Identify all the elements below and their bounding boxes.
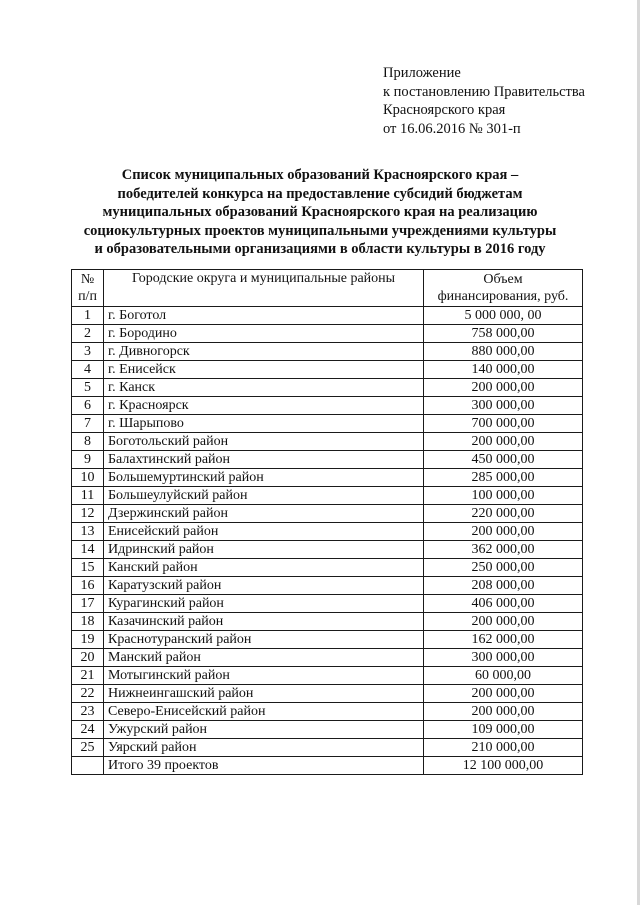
table-row xyxy=(72,523,583,541)
table-row xyxy=(72,721,583,739)
header-num-line2: п/п xyxy=(78,289,97,304)
row-amount-cell: 100 000,00 xyxy=(424,487,583,505)
row-amount-cell: 362 000,00 xyxy=(424,541,583,559)
row-name-cell: г. Енисейск xyxy=(104,361,424,379)
title-line: и образовательными организациями в области культуры в 2016 году xyxy=(94,241,546,257)
table-row xyxy=(72,415,583,433)
row-amount-cell: 60 000,00 xyxy=(424,667,583,685)
row-amount-cell: 200 000,00 xyxy=(424,379,583,397)
total-name-cell: Итого 39 проектов xyxy=(104,757,424,775)
row-num-cell: 13 xyxy=(72,523,104,541)
header-amount-line1: Объем xyxy=(483,272,523,287)
header-amount xyxy=(424,270,583,307)
row-name-cell: Курагинский район xyxy=(104,595,424,613)
title-line: победителей конкурса на предоставление субсидий бюджетам xyxy=(117,185,523,202)
row-amount-cell: 450 000,00 xyxy=(424,451,583,469)
table-row xyxy=(72,667,583,685)
row-num-cell: 10 xyxy=(72,469,104,487)
table-row xyxy=(72,361,583,379)
row-name-cell: Большеулуйский район xyxy=(104,487,424,505)
row-num-cell: 5 xyxy=(72,379,104,397)
table-row xyxy=(72,433,583,451)
row-name-cell: Северо-Енисейский район xyxy=(104,703,424,721)
row-num-cell: 23 xyxy=(72,703,104,721)
row-num-cell: 2 xyxy=(72,325,104,343)
title-line: муниципальных образований Красноярского края на реализацию xyxy=(102,204,538,220)
row-amount-cell: 200 000,00 xyxy=(424,523,583,541)
row-num-cell: 20 xyxy=(72,649,104,667)
appendix-line: Красноярского края xyxy=(383,102,506,118)
table-header-row xyxy=(72,270,583,307)
header-num-line1: № xyxy=(80,272,95,287)
total-num-cell xyxy=(72,757,104,775)
table-row xyxy=(72,541,583,559)
total-amount-cell: 12 100 000,00 xyxy=(424,757,583,775)
row-amount-cell: 700 000,00 xyxy=(424,415,583,433)
table-row xyxy=(72,739,583,757)
table-row xyxy=(72,505,583,523)
row-amount-cell: 300 000,00 xyxy=(424,649,583,667)
row-amount-cell: 200 000,00 xyxy=(424,613,583,631)
header-amount-line2: финансирования, руб. xyxy=(437,289,569,304)
row-amount-cell: 210 000,00 xyxy=(424,739,583,757)
row-name-cell: г. Дивногорск xyxy=(104,343,424,361)
row-name-cell: г. Боготол xyxy=(104,307,424,325)
row-name-cell: Балахтинский район xyxy=(104,451,424,469)
row-amount-cell: 200 000,00 xyxy=(424,703,583,721)
row-name-cell: Дзержинский район xyxy=(104,505,424,523)
row-amount-cell: 200 000,00 xyxy=(424,433,583,451)
row-num-cell: 19 xyxy=(72,631,104,649)
row-name-cell: Уярский район xyxy=(104,739,424,757)
table-row xyxy=(72,685,583,703)
row-num-cell: 8 xyxy=(72,433,104,451)
table-row xyxy=(72,703,583,721)
row-num-cell: 21 xyxy=(72,667,104,685)
row-num-cell: 17 xyxy=(72,595,104,613)
row-num-cell: 24 xyxy=(72,721,104,739)
document-title xyxy=(40,166,600,259)
row-amount-cell: 880 000,00 xyxy=(424,343,583,361)
row-amount-cell: 758 000,00 xyxy=(424,325,583,343)
row-name-cell: Казачинский район xyxy=(104,613,424,631)
row-name-cell: Мотыгинский район xyxy=(104,667,424,685)
row-amount-cell: 5 000 000, 00 xyxy=(424,307,583,325)
row-name-cell: Каратузский район xyxy=(104,577,424,595)
row-num-cell: 6 xyxy=(72,397,104,415)
appendix-block xyxy=(383,64,585,138)
row-name-cell: Манский район xyxy=(104,649,424,667)
table-row xyxy=(72,397,583,415)
header-name: Городские округа и муниципальные районы xyxy=(104,270,424,307)
total-row xyxy=(72,757,583,775)
row-num-cell: 4 xyxy=(72,361,104,379)
row-num-cell: 7 xyxy=(72,415,104,433)
row-name-cell: Боготольский район xyxy=(104,433,424,451)
appendix-line: к постановлению Правительства xyxy=(383,83,585,100)
row-name-cell: Енисейский район xyxy=(104,523,424,541)
row-name-cell: г. Бородино xyxy=(104,325,424,343)
row-num-cell: 3 xyxy=(72,343,104,361)
row-name-cell: Краснотуранский район xyxy=(104,631,424,649)
row-name-cell: г. Красноярск xyxy=(104,397,424,415)
row-num-cell: 22 xyxy=(72,685,104,703)
table-body xyxy=(72,307,583,775)
row-amount-cell: 109 000,00 xyxy=(424,721,583,739)
row-num-cell: 16 xyxy=(72,577,104,595)
row-amount-cell: 200 000,00 xyxy=(424,685,583,703)
appendix-line: от 16.06.2016 № 301-п xyxy=(383,120,521,137)
table-row xyxy=(72,631,583,649)
row-amount-cell: 208 000,00 xyxy=(424,577,583,595)
table-row xyxy=(72,487,583,505)
row-num-cell: 18 xyxy=(72,613,104,631)
row-name-cell: Большемуртинский район xyxy=(104,469,424,487)
row-num-cell: 25 xyxy=(72,739,104,757)
row-name-cell: Идринский район xyxy=(104,541,424,559)
table-row xyxy=(72,613,583,631)
row-name-cell: Нижнеингашский район xyxy=(104,685,424,703)
row-name-cell: Канский район xyxy=(104,559,424,577)
row-amount-cell: 285 000,00 xyxy=(424,469,583,487)
table-row xyxy=(72,451,583,469)
table-row xyxy=(72,343,583,361)
table-row xyxy=(72,559,583,577)
row-name-cell: г. Канск xyxy=(104,379,424,397)
row-amount-cell: 250 000,00 xyxy=(424,559,583,577)
row-amount-cell: 220 000,00 xyxy=(424,505,583,523)
title-line: Список муниципальных образований Красноярского края – xyxy=(121,167,519,183)
appendix-line: Приложение xyxy=(383,65,461,81)
table-row xyxy=(72,649,583,667)
row-num-cell: 1 xyxy=(72,307,104,325)
row-num-cell: 15 xyxy=(72,559,104,577)
row-name-cell: Ужурский район xyxy=(104,721,424,739)
table-row xyxy=(72,379,583,397)
table-row xyxy=(72,595,583,613)
table-row xyxy=(72,307,583,325)
row-name-cell: г. Шарыпово xyxy=(104,415,424,433)
title-line: социокультурных проектов муниципальными учреждениями культуры xyxy=(83,222,557,239)
row-amount-cell: 300 000,00 xyxy=(424,397,583,415)
row-num-cell: 11 xyxy=(72,487,104,505)
row-amount-cell: 406 000,00 xyxy=(424,595,583,613)
funding-table xyxy=(71,269,583,775)
row-amount-cell: 162 000,00 xyxy=(424,631,583,649)
table-row xyxy=(72,325,583,343)
table-row xyxy=(72,577,583,595)
row-num-cell: 9 xyxy=(72,451,104,469)
row-amount-cell: 140 000,00 xyxy=(424,361,583,379)
header-num xyxy=(72,270,104,307)
row-num-cell: 14 xyxy=(72,541,104,559)
table-row xyxy=(72,469,583,487)
row-num-cell: 12 xyxy=(72,505,104,523)
